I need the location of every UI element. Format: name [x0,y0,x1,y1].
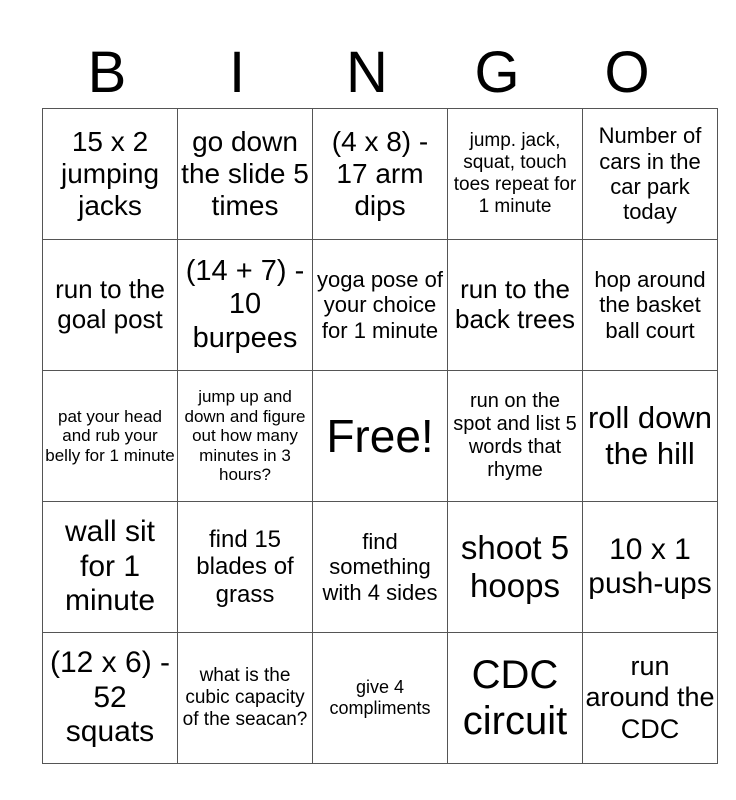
header-letter-b: B [87,40,127,105]
bingo-cell: shoot 5 hoops [448,502,583,633]
bingo-header [42,38,692,108]
bingo-grid [42,108,718,764]
bingo-cell: jump up and down and figure out how many minutes in 3 hours? [178,371,313,502]
bingo-cell: Number of cars in the car park today [583,109,718,240]
grid-row [43,633,718,764]
bingo-cell: pat your head and rub your belly for 1 minute [43,371,178,502]
bingo-cell: run to the goal post [43,240,178,371]
bingo-cell: run around the CDC [583,633,718,764]
bingo-cell: find 15 blades of grass [178,502,313,633]
bingo-cell: jump. jack, squat, touch toes repeat for 1 minute [448,109,583,240]
bingo-cell: 15 x 2 jumping jacks [43,109,178,240]
bingo-cell: roll down the hill [583,371,718,502]
bingo-cell: 10 x 1 push-ups [583,502,718,633]
header-letter-n: N [346,40,388,105]
bingo-cell: (12 x 6) - 52 squats [43,633,178,764]
bingo-cell: (14 + 7) - 10 burpees [178,240,313,371]
bingo-cell: what is the cubic capacity of the seacan? [178,633,313,764]
header-letter-i: I [228,40,246,105]
bingo-cell: run on the spot and list 5 words that rhyme [448,371,583,502]
header-letter-g: G [474,40,520,105]
grid-row [43,502,718,633]
bingo-cell: wall sit for 1 minute [43,502,178,633]
grid-row [43,109,718,240]
bingo-cell: give 4 compliments [313,633,448,764]
grid-row [43,371,718,502]
bingo-cell: go down the slide 5 times [178,109,313,240]
bingo-cell: CDC circuit [448,633,583,764]
bingo-cell: run to the back trees [448,240,583,371]
grid-row [43,240,718,371]
bingo-cell: yoga pose of your choice for 1 minute [313,240,448,371]
header-letter-o: O [604,40,650,105]
bingo-cell: (4 x 8) - 17 arm dips [313,109,448,240]
bingo-cell-free: Free! [313,371,448,502]
bingo-cell: hop around the basket ball court [583,240,718,371]
bingo-cell: find something with 4 sides [313,502,448,633]
